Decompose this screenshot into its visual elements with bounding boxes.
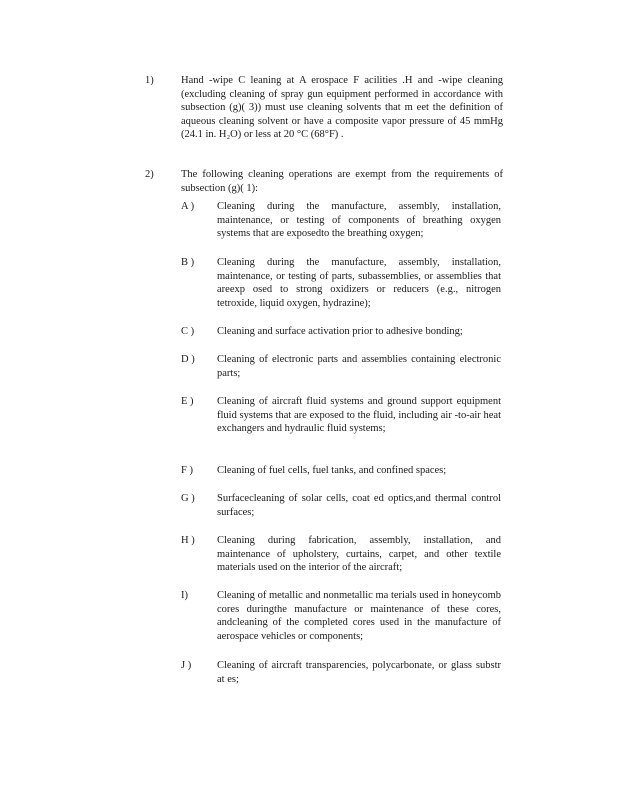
sub-item-letter: A ) [181,201,195,212]
sub-item-g [181,492,503,519]
item-text: Hand -wipe C leaning at A erospace F acilities .H and -wipe cleaning (excluding cleaning of spray gun equipment performed in accordance with subsection (g)( 3)) must use cleaning solvents that m eet the definition of aqueous cleaning solvent or have a composite vapor pressure of 45 mmHg (24.1 in. H₂O) or less at 20 °C (68°F) . [181,75,503,141]
list-item-2 [145,168,505,195]
item-number: 1) [145,75,154,86]
sub-item-letter: C ) [181,326,195,337]
sub-item-letter: D ) [181,354,195,365]
sub-item-letter: H ) [181,535,195,546]
item-text: The following cleaning operations are exempt from the requirements of subsection (g)( 1): [181,169,503,194]
sub-item-text: Cleaning and surface activation prior to adhesive bonding; [217,326,463,337]
sub-item-text: Cleaning during the manufacture, assembly, installation, maintenance, or testing of parts, subassemblies, or assemblies that areexp osed to strong oxidizers or reducers (e.g., nitrogen tetroxide, liquid oxygen, hydrazine); [217,257,501,309]
sub-item-text: Cleaning of aircraft fluid systems and ground support equipment fluid systems that are exposed to the fluid, including air -to-air heat exchangers and hydraulic fluid systems; [217,396,501,435]
sub-item-text: Cleaning of aircraft transparencies, polycarbonate, or glass substr at es; [217,660,501,685]
sub-item-e [181,395,503,436]
sub-item-letter: G ) [181,493,195,504]
sub-item-text: Cleaning during fabrication, assembly, installation, and maintenance of upholstery, curtains, carpet, and other textile materials used on the interior of the aircraft; [217,535,501,574]
sub-item-b [181,256,503,310]
sub-item-text: Cleaning of fuel cells, fuel tanks, and confined spaces; [217,465,447,476]
sub-item-letter: J ) [181,660,192,671]
sub-item-f [181,464,503,478]
sub-item-j [181,659,503,686]
sub-item-letter: E ) [181,396,194,407]
sub-item-text: Cleaning of metallic and nonmetallic ma terials used in honeycomb cores duringthe manufacture or maintenance of these cores, andcleaning of the completed cores used in the manufacture of aerospace vehicles or components; [217,590,501,642]
sub-item-i [181,589,503,643]
sub-item-text: Cleaning during the manufacture, assembly, installation, maintenance, or testing of components of breathing oxygen systems that are exposedto the breathing oxygen; [217,201,501,240]
sub-item-letter: I) [181,590,188,601]
list-item-1 [145,74,505,142]
sub-item-text: Cleaning of electronic parts and assemblies containing electronic parts; [217,354,501,379]
item-number: 2) [145,169,154,180]
sub-item-a [181,200,503,241]
sub-item-letter: B ) [181,257,195,268]
sub-item-d [181,353,503,380]
sub-item-text: Surfacecleaning of solar cells, coat ed optics,and thermal control surfaces; [217,493,501,518]
sub-item-h [181,534,503,575]
sub-item-c [181,325,503,339]
sub-item-letter: F ) [181,465,193,476]
